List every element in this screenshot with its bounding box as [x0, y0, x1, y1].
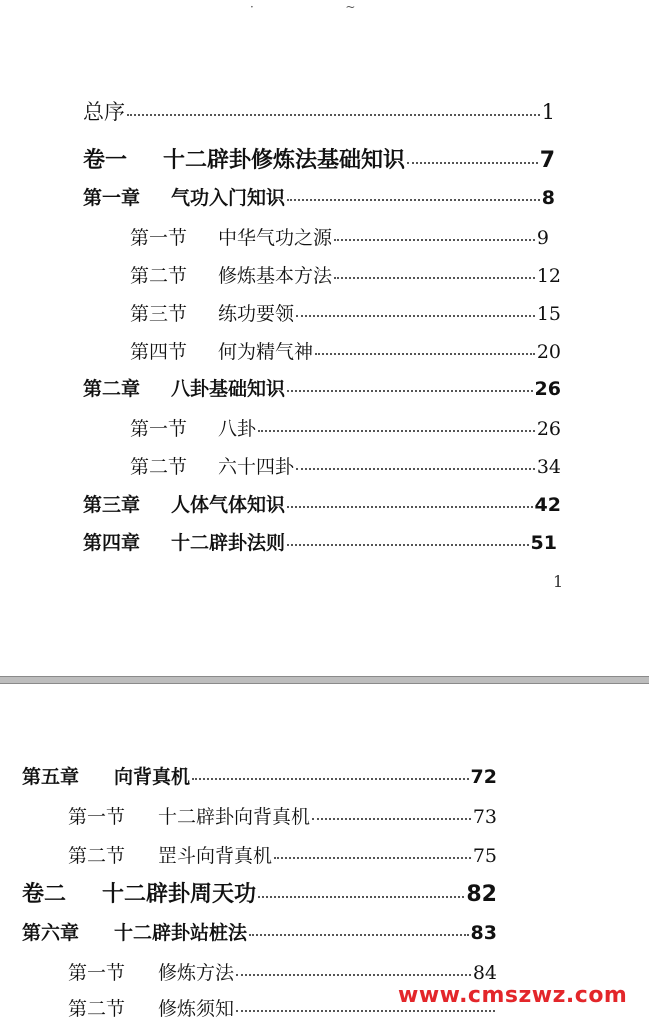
entry-number: 第六章 — [22, 922, 80, 944]
dot-leader — [334, 276, 535, 279]
entry-title: 修炼须知 — [158, 998, 235, 1020]
toc-entry — [83, 96, 555, 126]
page-divider — [0, 676, 649, 684]
entry-title: 十二辟卦站桩法 — [114, 922, 248, 944]
entry-number: 第一节 — [130, 227, 188, 249]
dot-leader — [249, 933, 469, 936]
entry-title: 中华气功之源 — [218, 227, 333, 249]
dot-leader — [236, 1009, 495, 1012]
toc-entry — [130, 223, 549, 250]
dot-leader — [312, 817, 471, 820]
toc-entry — [130, 452, 561, 479]
toc-entry — [22, 877, 497, 908]
entry-number: 卷一 — [83, 148, 128, 173]
entry-title: 人体气体知识 — [171, 494, 286, 516]
toc-entry — [22, 762, 497, 789]
entry-number: 第一节 — [68, 962, 126, 984]
entry-page: 34 — [536, 456, 561, 478]
entry-page: 26 — [534, 378, 561, 400]
entry-title: 十二辟卦修炼法基础知识 — [163, 148, 406, 173]
entry-title: 罡斗向背真机 — [158, 845, 273, 867]
dot-leader — [287, 505, 533, 508]
toc-entry — [68, 958, 497, 985]
toc-entry — [130, 414, 561, 441]
dot-leader — [258, 895, 464, 898]
entry-page: 82 — [466, 882, 497, 907]
entry-page: 75 — [472, 845, 497, 867]
entry-page: 12 — [536, 265, 561, 287]
toc-entry — [22, 918, 497, 945]
page-number: 1 — [553, 572, 564, 591]
dot-leader — [334, 238, 535, 241]
dot-leader — [274, 856, 471, 859]
toc-entry — [130, 337, 561, 364]
entry-page: 9 — [536, 227, 549, 249]
entry-number: 第三章 — [83, 494, 141, 516]
entry-number: 第二节 — [68, 998, 126, 1020]
dot-leader — [287, 198, 540, 201]
entry-page: 73 — [472, 806, 497, 828]
entry-page: 20 — [536, 341, 561, 363]
entry-number: 卷二 — [22, 882, 67, 907]
entry-page: 8 — [541, 187, 555, 209]
site-watermark: www.cmszwz.com — [398, 983, 628, 1008]
dot-leader — [296, 314, 535, 317]
toc-entry — [83, 183, 555, 210]
entry-title: 十二辟卦向背真机 — [158, 806, 311, 828]
entry-page: 1 — [541, 100, 555, 124]
entry-page: 72 — [470, 766, 497, 788]
entry-title: 八卦 — [218, 418, 257, 440]
entry-page: 84 — [472, 962, 497, 984]
dot-leader — [315, 352, 535, 355]
entry-number: 第一章 — [83, 187, 141, 209]
toc-entry — [130, 299, 561, 326]
entry-number: 第二节 — [130, 265, 188, 287]
entry-number: 第一节 — [130, 418, 188, 440]
entry-page: 51 — [530, 532, 557, 554]
dot-leader — [127, 113, 540, 116]
entry-number: 第五章 — [22, 766, 80, 788]
entry-page: 83 — [470, 922, 497, 944]
entry-title: 十二辟卦法则 — [171, 532, 286, 554]
dot-leader — [407, 161, 538, 164]
entry-number: 第四章 — [83, 532, 141, 554]
entry-page: 26 — [536, 418, 561, 440]
entry-number: 第二章 — [83, 378, 141, 400]
entry-title: 六十四卦 — [218, 456, 295, 478]
entry-title: 十二辟卦周天功 — [102, 882, 257, 907]
toc-entry — [83, 143, 555, 174]
toc-entry — [83, 528, 557, 555]
entry-title: 总序 — [83, 100, 125, 124]
entry-page: 42 — [534, 494, 561, 516]
entry-page: 7 — [539, 148, 555, 173]
entry-title: 气功入门知识 — [171, 187, 286, 209]
entry-number: 第二节 — [130, 456, 188, 478]
entry-title: 何为精气神 — [218, 341, 314, 363]
entry-page: 15 — [536, 303, 561, 325]
entry-title: 练功要领 — [218, 303, 295, 325]
toc-entry — [83, 374, 561, 401]
entry-title: 八卦基础知识 — [171, 378, 286, 400]
toc-entry — [130, 261, 561, 288]
scan-artifact: · ~ — [250, 0, 356, 14]
entry-number: 第一节 — [68, 806, 126, 828]
toc-entry — [68, 802, 497, 829]
entry-number: 第三节 — [130, 303, 188, 325]
toc-entry — [83, 490, 561, 517]
entry-number: 第二节 — [68, 845, 126, 867]
dot-leader — [192, 777, 469, 780]
entry-title: 修炼方法 — [158, 962, 235, 984]
dot-leader — [258, 429, 535, 432]
toc-page-2 — [0, 684, 649, 1020]
dot-leader — [236, 973, 471, 976]
dot-leader — [287, 389, 533, 392]
toc-entry — [68, 841, 497, 868]
entry-title: 修炼基本方法 — [218, 265, 333, 287]
entry-number: 第四节 — [130, 341, 188, 363]
dot-leader — [287, 543, 529, 546]
entry-title: 向背真机 — [114, 766, 191, 788]
dot-leader — [296, 467, 535, 470]
